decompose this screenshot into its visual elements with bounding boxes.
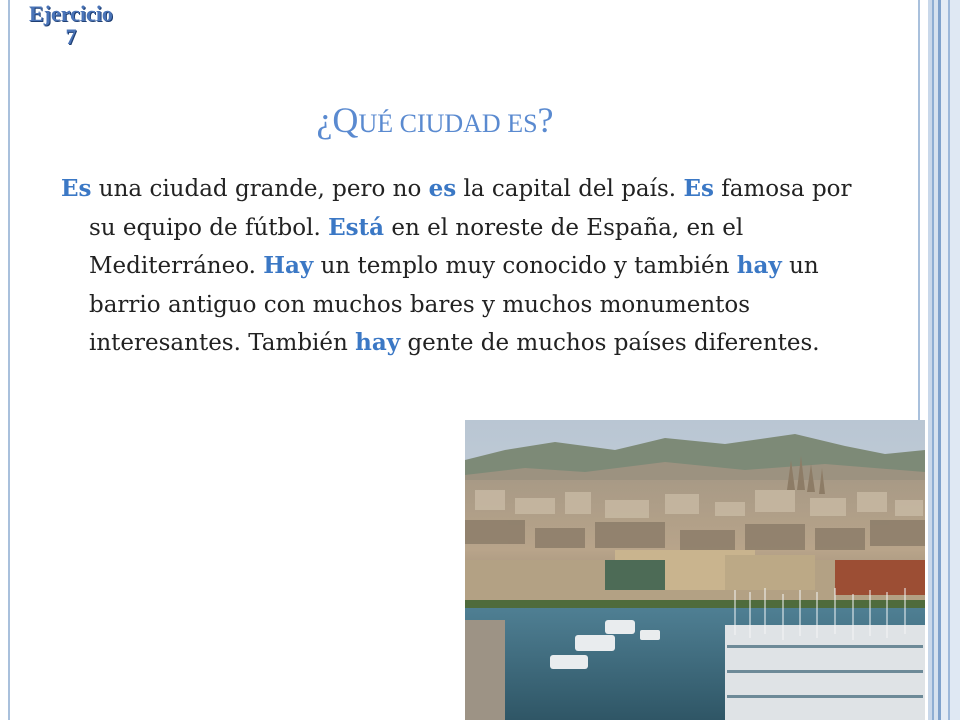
title-suffix: ? <box>537 100 554 140</box>
highlighted-word: es <box>428 175 457 202</box>
text-run: un templo muy conocido y también <box>313 253 737 279</box>
highlighted-word: hay <box>355 329 401 356</box>
text-run: famosa por su equipo de fútbol. <box>89 176 852 241</box>
highlighted-word: Hay <box>263 252 314 279</box>
highlighted-word: Es <box>61 175 92 202</box>
body-paragraph <box>61 170 861 363</box>
decorative-side-band <box>928 0 960 720</box>
highlighted-word: Es <box>683 175 714 202</box>
exercise-number: 7 <box>65 24 77 49</box>
title-prefix: ¿Q <box>316 100 359 140</box>
text-run: un barrio antiguo con muchos bares y muchos monumentos interesantes. También <box>89 253 819 356</box>
text-run: una ciudad grande, pero no <box>91 176 429 202</box>
paragraph-text <box>61 170 861 363</box>
title-smallcaps: UÉ CIUDAD ES <box>358 109 538 138</box>
highlighted-word: Está <box>328 213 385 241</box>
slide-title <box>0 100 870 144</box>
exercise-label: Ejercicio <box>29 1 113 26</box>
exercise-tag <box>12 2 130 48</box>
text-run: la capital del país. <box>456 176 684 202</box>
text-run: en el noreste de España, en el Mediterráneo. <box>89 214 744 279</box>
highlighted-word: hay <box>736 252 782 279</box>
city-photo <box>465 420 925 720</box>
text-run: gente de muchos países diferentes. <box>400 330 820 356</box>
